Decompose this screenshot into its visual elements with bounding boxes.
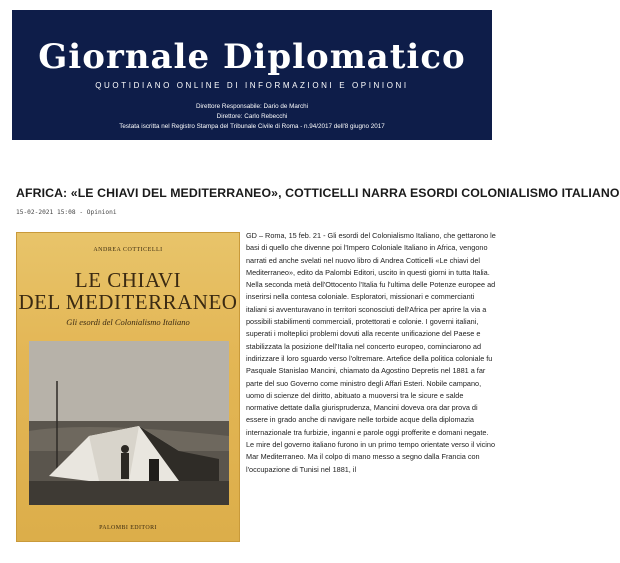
article-paragraph-2: Nella seconda metà dell'Ottocento l'Italia fu l'ultima delle Potenze europee ad inserirsi nella contesa coloniale. Esploratori, missionari e commercianti italiani si avventuravano in territori sconosciuti dell'Africa per aprire la via a possibili stabilimenti commerciali, protettorati e colonie. I governi italiani, superati i molteplici problemi dovuti alla recente unificazione del Paese e stabilizzata la posizione dell'Italia nel concerto europeo, cominciarono ad indirizzare il loro sguardo verso l'oltremare. Artefice della politica coloniale fu Pasquale Stanislao Mancini, chiamato da Agostino Depretis nel 1881 a far parte del suo Governo come ministro degli Affari Esteri. Nobile campano, uomo di scienze del diritto, abituato a muoversi tra le sicure e salde normative dettate dalla giurisprudenza, Mancini doveva ora dar prova di essere in grado anche di navigare nelle torbide acque della diplomazia internazionale tra furbizie, inganni e parole oggi profferite e domani negate. xyxy=(246,280,496,437)
cover-title-line2: DEL MEDITERRANEO xyxy=(18,290,238,314)
cover-title-line1: LE CHIAVI xyxy=(74,268,182,292)
tent-photo-illustration xyxy=(29,341,229,505)
article-body xyxy=(246,230,496,476)
masthead-credits xyxy=(12,102,492,132)
masthead-banner xyxy=(12,10,492,140)
cover-publisher: PALOMBI EDITORI xyxy=(99,525,157,531)
cover-author: ANDREA COTTICELLI xyxy=(93,247,163,253)
article-paragraph-1: GD – Roma, 15 feb. 21 - Gli esordi del Colonialismo Italiano, che gettarono le basi di quello che divenne poi l'Impero Coloniale Italiano in Africa, vengono narrati ed anche svelati nel nuovo libro di Andrea Cotticelli «Le chiavi del Mediterraneo», edito da Palombi Editori, uscito in questi giorni in tutta Italia. xyxy=(246,231,496,277)
cover-photo xyxy=(29,341,229,505)
registration-line: Testata iscritta nel Registro Stampa del Tribunale Civile di Roma - n.94/2017 dell'8 giugno 2017 xyxy=(119,123,385,130)
article-paragraph-3: Le mire del governo italiano furono in un primo tempo orientate verso il vicino Mar Mediterraneo. Ma il colpo di mano messo a segno dalla Francia con l'occupazione di Tunisi nel 1881, il xyxy=(246,440,496,474)
cover-title xyxy=(17,269,239,313)
site-tagline: QUOTIDIANO ONLINE DI INFORMAZIONI E OPINIONI xyxy=(95,81,409,90)
article-title[interactable]: AFRICA: «LE CHIAVI DEL MEDITERRANEO», COTTICELLI NARRA ESORDI COLONIALISMO ITALIANO xyxy=(16,186,620,200)
editor-line: Direttore: Carlo Rebecchi xyxy=(216,113,288,120)
cover-subtitle: Gli esordi del Colonialismo Italiano xyxy=(66,317,190,327)
director-line: Direttore Responsabile: Dario de Marchi xyxy=(196,103,308,110)
book-cover-image xyxy=(16,232,240,542)
article-meta: 15-02-2021 15:08 - Opinioni xyxy=(16,209,117,216)
site-logo[interactable]: Giornale Diplomatico xyxy=(38,37,466,77)
